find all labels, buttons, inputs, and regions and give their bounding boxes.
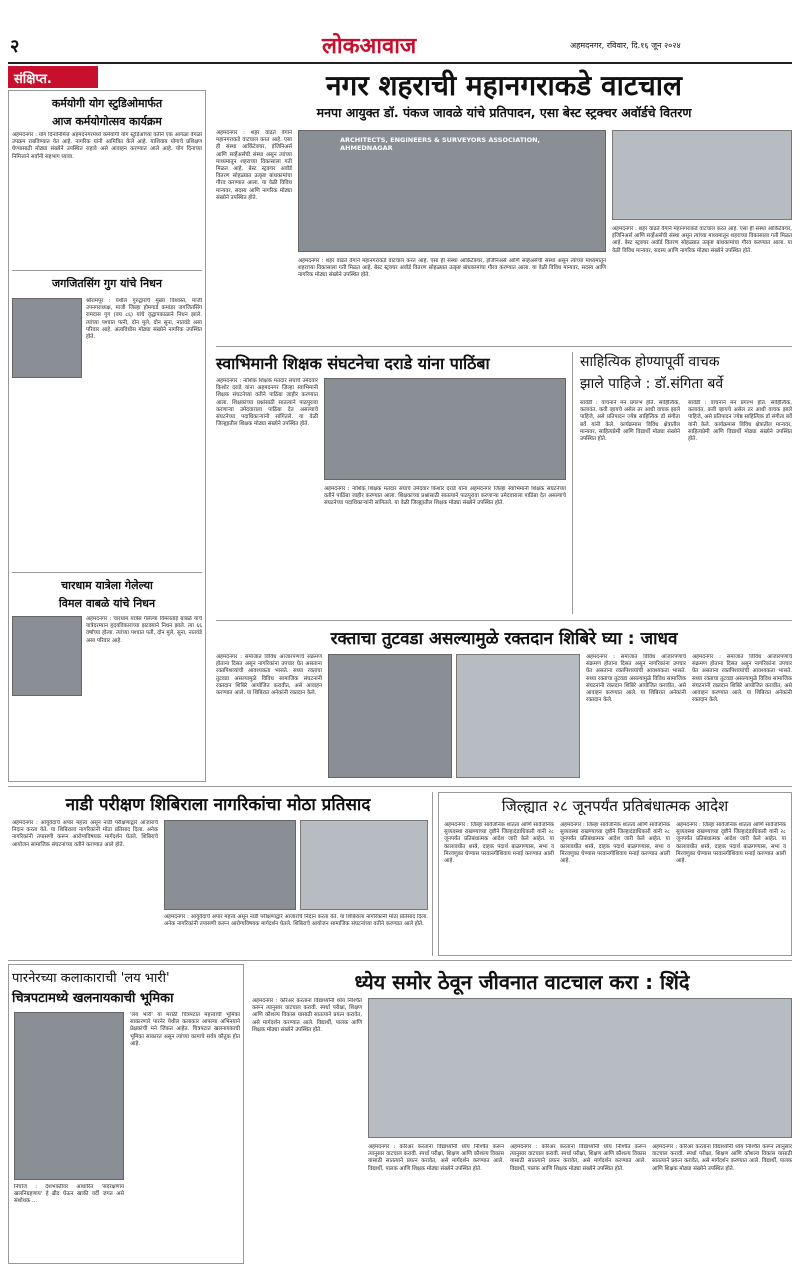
artist-body: 'लय भारी' या मराठी चित्रपटात महत्त्वाची भूमिका साकारणारे पारनेर येथील कलाकार आपल्या अभिनयाने प्रेक्षकांची मने जिंकत आहेत. चित्रपटात खलनायकाची भूमिका साकारत असून त्यांच्या कामाचे सर्वत्र कौतुक होत आहे. bbox=[130, 1012, 240, 1047]
naadi-photo-1 bbox=[164, 820, 296, 910]
lead-body-col1: अहमदनगर : शहर वाढते वेगाने महानगराकडे वाटचाल करत आहे. एसा ही संस्था आर्किटेक्चर, इंजिनिअर्स आणि सर्व्हेअर्सची संस्था असून त्यांच्या माध्यमातून शहराच्या विकासाला गती मिळत आहे. बेस्ट स्ट्रक्चर अवॉर्ड वितरण सोहळ्यात उत्कृष्ट बांधकामांचा गौरव करण्यात आला. या वेळी विविध मान्यवर, सदस्य आणि नागरिक मोठ्या संख्येने उपस्थित होते. bbox=[216, 130, 292, 201]
lead-subhead: मनपा आयुक्त डॉ. पंकज जावळे यांचे प्रतिपादन, एसा बेस्ट स्ट्रक्चर अवॉर्डचे वितरण bbox=[316, 105, 692, 120]
sidebar-story1-body: अहमदनगर : योग दिनानिमित्त अहमदनगरमध्ये कर्मयोगी योग स्टुडिओच्या वतीने एक आगळा वेगळा उपक्रम राबविण्यात येत आहे. नागरिक यांनी आमित्रित केले आहे. याशिवाय योगाचे प्रशिक्षण घेण्यासाठी मोठ्या संख्येने उपस्थित राहावे असे आवाहन करण्यात आले आहे. योग दिनाच्या निमित्ताने सर्वांनी सहभाग घ्यावा. bbox=[12, 132, 202, 160]
divider bbox=[216, 346, 792, 347]
lead-photo-banner: ARCHITECTS, ENGINEERS & SURVEYORS ASSOCIATION, AHMEDNAGAR bbox=[340, 136, 541, 152]
divider bbox=[432, 792, 433, 956]
goal-body-col2: अहमदनगर : करिअर करताना विद्यार्थ्यांनी ध्येय निश्चित करून त्यानुसार वाटचाल करावी. स्पर्धा परीक्षा, शिक्षण आणि कौशल्य विकास यासाठी सातत्याने प्रयत्न करावेत, असे मार्गदर्शन करण्यात आले. विद्यार्थी, पालक आणि शिक्षक मोठ्या संख्येने उपस्थित होते. bbox=[368, 1144, 504, 1172]
goal-body-col3: अहमदनगर : करिअर करताना विद्यार्थ्यांनी ध्येय निश्चित करून त्यानुसार वाटचाल करावी. स्पर्धा परीक्षा, शिक्षण आणि कौशल्य विकास यासाठी सातत्याने प्रयत्न करावेत, असे मार्गदर्शन करण्यात आले. विद्यार्थी, पालक आणि शिक्षक मोठ्या संख्येने उपस्थित होते. bbox=[510, 1144, 646, 1172]
award-photo bbox=[612, 130, 792, 220]
header-rule bbox=[8, 62, 792, 64]
divider bbox=[8, 960, 792, 961]
sidebar-story3-title1: चारधाम यात्रेला गेलेल्या bbox=[61, 579, 153, 592]
teachers-body-col2: अहमदनगर : नाशिक शिक्षक मतदार संघाचे उमेदवार किशोर दराडे यांना अहमदनगर जिल्हा स्वाभिमानी शिक्षक संघटनेच्या वतीने पाठिंबा जाहीर करण्यात आला. शिक्षकांच्या प्रश्नांसाठी सातत्याने पाठपुरावा करणाऱ्या उमेदवाराला पाठिंबा देत असल्याचे संघटनेच्या पदाधिकाऱ्यांनी सांगितले. या वेळी जिल्ह्यातील शिक्षक मोठ्या संख्येने उपस्थित होते. bbox=[324, 486, 566, 507]
teachers-headline: स्वाभिमानी शिक्षक संघटनेचा दराडे यांना पाठिंबा bbox=[216, 354, 490, 373]
portrait-photo bbox=[12, 298, 82, 378]
naadi-headline: नाडी परीक्षण शिबिराला नागरिकांचा मोठा प्रतिसाद bbox=[65, 795, 371, 815]
naadi-body-col2: अहमदनगर : आयुर्वेदाचे अपार महत्त्व असून नाडी परीक्षणाद्वारे आजारांचे निदान करता येते. या शिबिराला नागरिकांनी मोठा प्रतिसाद दिला. अनेक नागरिकांनी तपासणी करून आरोग्यविषयक मार्गदर्शन घेतले. शिबिराचे आयोजन सामाजिक संघटनांच्या वतीने करण्यात आले होते. bbox=[164, 914, 428, 928]
ban-headline: जिल्ह्यात २८ जूनपर्यंत प्रतिबंधात्मक आदेश bbox=[501, 797, 729, 815]
dateline: अहमदनगर, रविवार, दि.१६ जून २०२४ bbox=[570, 41, 681, 50]
literary-headline1: साहित्यिक होण्यापूर्वी वाचक bbox=[580, 354, 720, 370]
lead-body-col3: अहमदनगर : शहर वाढते वेगाने महानगराकडे वाटचाल करत आहे. एसा ही संस्था आर्किटेक्चर, इंजिनिअर्स आणि सर्व्हेअर्सची संस्था असून त्यांच्या माध्यमातून शहराच्या विकासाला गती मिळत आहे. बेस्ट स्ट्रक्चर अवॉर्ड वितरण सोहळ्यात उत्कृष्ट बांधकामांचा गौरव करण्यात आला. या वेळी विविध मान्यवर, सदस्य आणि नागरिक मोठ्या संख्येने उपस्थित होते. bbox=[612, 226, 792, 254]
sidebar-label: संक्षिप्त. bbox=[8, 66, 98, 88]
artist-headline1: पारनेरच्या कलाकाराची 'लय भारी' bbox=[12, 971, 170, 986]
divider bbox=[12, 270, 202, 271]
blood-photo-2 bbox=[456, 654, 580, 778]
divider bbox=[8, 786, 792, 787]
ban-body-col1: अहमदनगर : जिल्हा सार्वजनिक शांतता आणि सार्वजनिक सुव्यवस्था राखण्याच्या दृष्टीने जिल्हादंडाधिकारी यांनी २८ जूनपर्यंत प्रतिबंधात्मक आदेश जारी केले आहेत. या कालावधीत शस्त्रे, दाहक पदार्थ बाळगण्यास, सभा व मिरवणुका घेण्यास परवानगीशिवाय मनाई करण्यात आली आहे. bbox=[444, 822, 554, 865]
page-number: २ bbox=[10, 36, 20, 57]
blood-body-col3: अहमदनगर : समाजात विविध आजारपणाचे संक्रमण होताना दिसत असून नागरिकांना उपचार घेत असताना रक्तपिशव्यांची आवश्यकता भासते. सध्या रक्ताचा तुटवडा असल्यामुळे विविध सामाजिक संघटनांनी रक्तदान शिबिरे आयोजित करावीत, असे आवाहन करण्यात आले. या शिबिरात अनेकांनी रक्तदान केले. bbox=[692, 654, 792, 704]
sidebar-story2-title: जगजितसिंग गुग यांचे निधन bbox=[51, 277, 163, 290]
lead-body-col2: अहमदनगर : शहर वाढते वेगाने महानगराकडे वाटचाल करत आहे. एसा ही संस्था आर्किटेक्चर, इंजिनिअर्स आणि सर्व्हेअर्सची संस्था असून त्यांच्या माध्यमातून शहराच्या विकासाला गती मिळत आहे. बेस्ट स्ट्रक्चर अवॉर्ड वितरण सोहळ्यात उत्कृष्ट बांधकामांचा गौरव करण्यात आला. या वेळी विविध मान्यवर, सदस्य आणि नागरिक मोठ्या संख्येने उपस्थित होते. bbox=[298, 258, 606, 279]
ban-body-col2: अहमदनगर : जिल्हा सार्वजनिक शांतता आणि सार्वजनिक सुव्यवस्था राखण्याच्या दृष्टीने जिल्हादंडाधिकारी यांनी २८ जूनपर्यंत प्रतिबंधात्मक आदेश जारी केले आहेत. या कालावधीत शस्त्रे, दाहक पदार्थ बाळगण्यास, सभा व मिरवणुका घेण्यास परवानगीशिवाय मनाई करण्यात आली आहे. bbox=[560, 822, 670, 865]
blood-photo-1 bbox=[328, 654, 452, 778]
goal-photo bbox=[368, 998, 792, 1138]
masthead-logo: लोकआवाज bbox=[322, 34, 417, 59]
blood-headline: रक्ताचा तुटवडा असल्यामुळे रक्तदान शिबिरे घ्या : जाधव bbox=[330, 629, 678, 649]
lead-headline: नगर शहराची महानगराकडे वाटचाल bbox=[326, 69, 682, 102]
literary-body-col1: सावेडी : वाचनाने मन प्रगल्भ होते. साहित्यिक, कलावंत, कवी व्हायचे असेल तर आधी वाचक झाले पाहिजे, असे प्रतिपादन ज्येष्ठ साहित्यिक डॉ संगीता बर्वे यांनी केले. कार्यक्रमास विविध क्षेत्रातील मान्यवर, साहित्यप्रेमी आणि विद्यार्थी मोठ्या संख्येने उपस्थित होते. bbox=[580, 400, 680, 443]
artist-headline2: चित्रपटामध्ये खलनायकाची भूमिका bbox=[12, 991, 174, 1006]
sidebar-story2-body: श्रीरामपूर : येथील गुरुद्वाराचे मुख्य विश्वस्त, माजी उपनगराध्यक्ष, माजी जिल्हा होमगार्ड कमांडर जगजितसिंग रामदास गुग (वय ८६) यांचे वृद्धापकाळाने निधन झाले. त्यांच्या पश्चात पत्नी, दोन मुले, दोन सुना, नातवंडे असा परिवार आहे. अंत्यविधीस मोठ्या संख्येने नागरिक उपस्थित होते. bbox=[86, 298, 202, 341]
goal-headline: ध्येय समोर ठेवून जीवनात वाटचाल करा : शिंदे bbox=[354, 970, 690, 994]
teachers-photo bbox=[324, 378, 566, 480]
goal-body-col4: अहमदनगर : करिअर करताना विद्यार्थ्यांनी ध्येय निश्चित करून त्यानुसार वाटचाल करावी. स्पर्धा परीक्षा, शिक्षण आणि कौशल्य विकास यासाठी सातत्याने प्रयत्न करावेत, असे मार्गदर्शन करण्यात आले. विद्यार्थी, पालक आणि शिक्षक मोठ्या संख्येने उपस्थित होते. bbox=[652, 1144, 792, 1172]
naadi-photo-2 bbox=[300, 820, 428, 910]
ban-body-col3: अहमदनगर : जिल्हा सार्वजनिक शांतता आणि सार्वजनिक सुव्यवस्था राखण्याच्या दृष्टीने जिल्हादंडाधिकारी यांनी २८ जूनपर्यंत प्रतिबंधात्मक आदेश जारी केले आहेत. या कालावधीत शस्त्रे, दाहक पदार्थ बाळगण्यास, सभा व मिरवणुका घेण्यास परवानगीशिवाय मनाई करण्यात आली आहे. bbox=[676, 822, 786, 865]
sidebar-story3-body: अहमदनगर : चारधाम यात्रेस गेलेल्या विमलताई बाबळे यांचे यात्रेदरम्यान हृदयविकाराच्या झटक्याने निधन झाले. त्या ६६ वर्षांच्या होत्या. त्यांच्या पश्चात पती, दोन मुले, सुना, नातवंडे असा परिवार आहे. bbox=[86, 616, 202, 644]
blood-body-col1: अहमदनगर : समाजात विविध आजारपणाचे संक्रमण होताना दिसत असून नागरिकांना उपचार घेत असताना रक्तपिशव्यांची आवश्यकता भासते. सध्या रक्ताचा तुटवडा असल्यामुळे विविध सामाजिक संघटनांनी रक्तदान शिबिरे आयोजित करावीत, असे आवाहन करण्यात आले. या शिबिरात अनेकांनी रक्तदान केले. bbox=[216, 654, 322, 697]
goal-body-col1: अहमदनगर : करिअर करताना विद्यार्थ्यांनी ध्येय निश्चित करून त्यानुसार वाटचाल करावी. स्पर्धा परीक्षा, शिक्षण आणि कौशल्य विकास यासाठी सातत्याने प्रयत्न करावेत, असे मार्गदर्शन करण्यात आले. विद्यार्थी, पालक आणि शिक्षक मोठ्या संख्येने उपस्थित होते. bbox=[252, 998, 362, 1033]
sidebar-story1-title2: आज कर्मयोगोत्सव कार्यक्रम bbox=[52, 115, 162, 128]
sidebar-story3-title2: विमल वाबळे यांचे निधन bbox=[58, 597, 156, 610]
sidebar-story1-title1: कर्मयोगी योग स्टुडिओमार्फत bbox=[51, 97, 163, 110]
blood-body-col2: अहमदनगर : समाजात विविध आजारपणाचे संक्रमण होताना दिसत असून नागरिकांना उपचार घेत असताना रक्तपिशव्यांची आवश्यकता भासते. सध्या रक्ताचा तुटवडा असल्यामुळे विविध सामाजिक संघटनांनी रक्तदान शिबिरे आयोजित करावीत, असे आवाहन करण्यात आले. या शिबिरात अनेकांनी रक्तदान केले. bbox=[586, 654, 686, 704]
artist-photo bbox=[14, 1012, 124, 1180]
divider bbox=[216, 620, 792, 621]
teachers-body-col1: अहमदनगर : नाशिक शिक्षक मतदार संघाचे उमेदवार किशोर दराडे यांना अहमदनगर जिल्हा स्वाभिमानी शिक्षक संघटनेच्या वतीने पाठिंबा जाहीर करण्यात आला. शिक्षकांच्या प्रश्नांसाठी सातत्याने पाठपुरावा करणाऱ्या उमेदवाराला पाठिंबा देत असल्याचे संघटनेच्या पदाधिकाऱ्यांनी सांगितले. या वेळी जिल्ह्यातील शिक्षक मोठ्या संख्येने उपस्थित होते. bbox=[216, 378, 318, 428]
naadi-body-col1: अहमदनगर : आयुर्वेदाचे अपार महत्त्व असून नाडी परीक्षणाद्वारे आजारांचे निदान करता येते. या शिबिराला नागरिकांनी मोठा प्रतिसाद दिला. अनेक नागरिकांनी तपासणी करून आरोग्यविषयक मार्गदर्शन घेतले. शिबिराचे आयोजन सामाजिक संघटनांच्या वतीने करण्यात आले होते. bbox=[12, 820, 158, 848]
literary-headline2: झाले पाहिजे : डॉ.संगिता बर्वे bbox=[580, 376, 724, 392]
literary-body-col2: सावेडी : वाचनाने मन प्रगल्भ होते. साहित्यिक, कलावंत, कवी व्हायचे असेल तर आधी वाचक झाले पाहिजे, असे प्रतिपादन ज्येष्ठ साहित्यिक डॉ संगीता बर्वे यांनी केले. कार्यक्रमास विविध क्षेत्रातील मान्यवर, साहित्यप्रेमी आणि विद्यार्थी मोठ्या संख्येने उपस्थित होते. bbox=[688, 400, 792, 443]
divider bbox=[572, 352, 573, 614]
artist-caption: निघोज : देशभक्तीवर आधारित 'सदरक्षणाय खलनिग्रहणाय' हे ब्रीद घेऊन खाकी वर्दी जगत असे संशोधक ... bbox=[14, 1184, 124, 1205]
portrait-photo bbox=[12, 616, 82, 696]
divider bbox=[12, 572, 202, 573]
